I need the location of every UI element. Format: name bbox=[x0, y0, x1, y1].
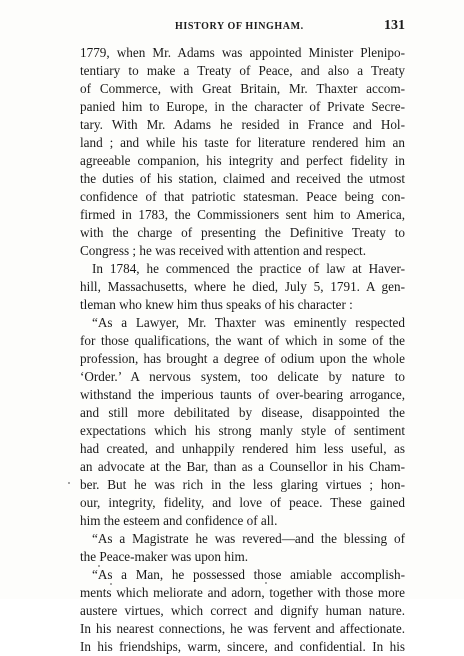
text-line: agreeable companion, his integrity and perfect fidelity in bbox=[80, 153, 405, 168]
text-line: and still more debilitated by disease, disappointed the bbox=[80, 405, 405, 420]
text-line: ber. But he was rich in the less glaring virtues ; hon- bbox=[80, 477, 405, 492]
text-line: “As a Magistrate he was revered—and the blessing of bbox=[92, 531, 405, 546]
text-line: In his friendships, warm, sincere, and confidential. In his bbox=[80, 639, 405, 654]
text-line: panied him to Europe, in the character of Private Secre- bbox=[80, 99, 405, 114]
text-line: the Peace-maker was upon him. bbox=[80, 549, 249, 564]
text-line: withstand the imperious taunts of over-bearing arrogance, bbox=[80, 387, 405, 402]
text-line: ‘Order.’ A nervous system, too delicate by nature to bbox=[80, 369, 405, 384]
text-line: with the charge of presenting the Definitive Treaty to bbox=[80, 225, 405, 240]
text-line: expectations which his strong manly style of sentiment bbox=[80, 423, 405, 438]
print-speck bbox=[98, 565, 100, 567]
print-speck bbox=[265, 582, 267, 584]
text-line: profession, has brought a degree of odium upon the whole bbox=[80, 351, 405, 366]
text-line: tleman who knew him thus speaks of his character : bbox=[80, 297, 353, 312]
text-line: an advocate at the Bar, than as a Counsellor in his Cham- bbox=[80, 459, 405, 474]
text-line: firmed in 1783, the Commissioners sent him to America, bbox=[80, 207, 405, 222]
text-line: for those qualifications, the want of which in some of the bbox=[80, 333, 405, 348]
text-line: tentiary to make a Treaty of Peace, and also a Treaty bbox=[80, 63, 405, 78]
text-line: our, integrity, fidelity, and love of peace. These gained bbox=[80, 495, 405, 510]
text-line: had created, and unhappily rendered him less useful, as bbox=[80, 441, 405, 456]
text-line: In his nearest connections, he was fervent and affectionate. bbox=[80, 621, 405, 636]
text-line: him the esteem and confidence of all. bbox=[80, 513, 278, 528]
text-line: hill, Massachusetts, where he died, July 5, 1791. A gen- bbox=[80, 279, 405, 294]
text-line: the duties of his station, claimed and received the utmost bbox=[80, 171, 405, 186]
text-line: tary. With Mr. Adams he resided in France and Hol- bbox=[80, 117, 405, 132]
text-line: of Commerce, with Great Britain, Mr. Thaxter accom- bbox=[80, 81, 405, 96]
running-head bbox=[80, 18, 405, 36]
running-title: HISTORY OF HINGHAM. bbox=[175, 21, 304, 32]
page-number: 131 bbox=[384, 18, 405, 33]
text-line: austere virtues, which correct and dignify human nature. bbox=[80, 603, 405, 618]
text-line: confidence of that patriotic statesman. Peace being con- bbox=[80, 189, 405, 204]
text-line: “As a Lawyer, Mr. Thaxter was eminently respected bbox=[92, 315, 405, 330]
body-text bbox=[80, 44, 405, 656]
text-line: 1779, when Mr. Adams was appointed Minister Plenipo- bbox=[80, 45, 405, 60]
print-speck bbox=[68, 482, 70, 484]
text-line: In 1784, he commenced the practice of law at Haver- bbox=[92, 261, 405, 276]
text-line: land ; and while his taste for literature rendered him an bbox=[80, 135, 405, 150]
text-line: Congress ; he was received with attention and respect. bbox=[80, 243, 367, 258]
text-line: “As a Man, he possessed those amiable accomplish- bbox=[92, 567, 405, 582]
text-line: ments which meliorate and adorn, together with those more bbox=[80, 585, 405, 600]
print-speck bbox=[110, 583, 112, 585]
